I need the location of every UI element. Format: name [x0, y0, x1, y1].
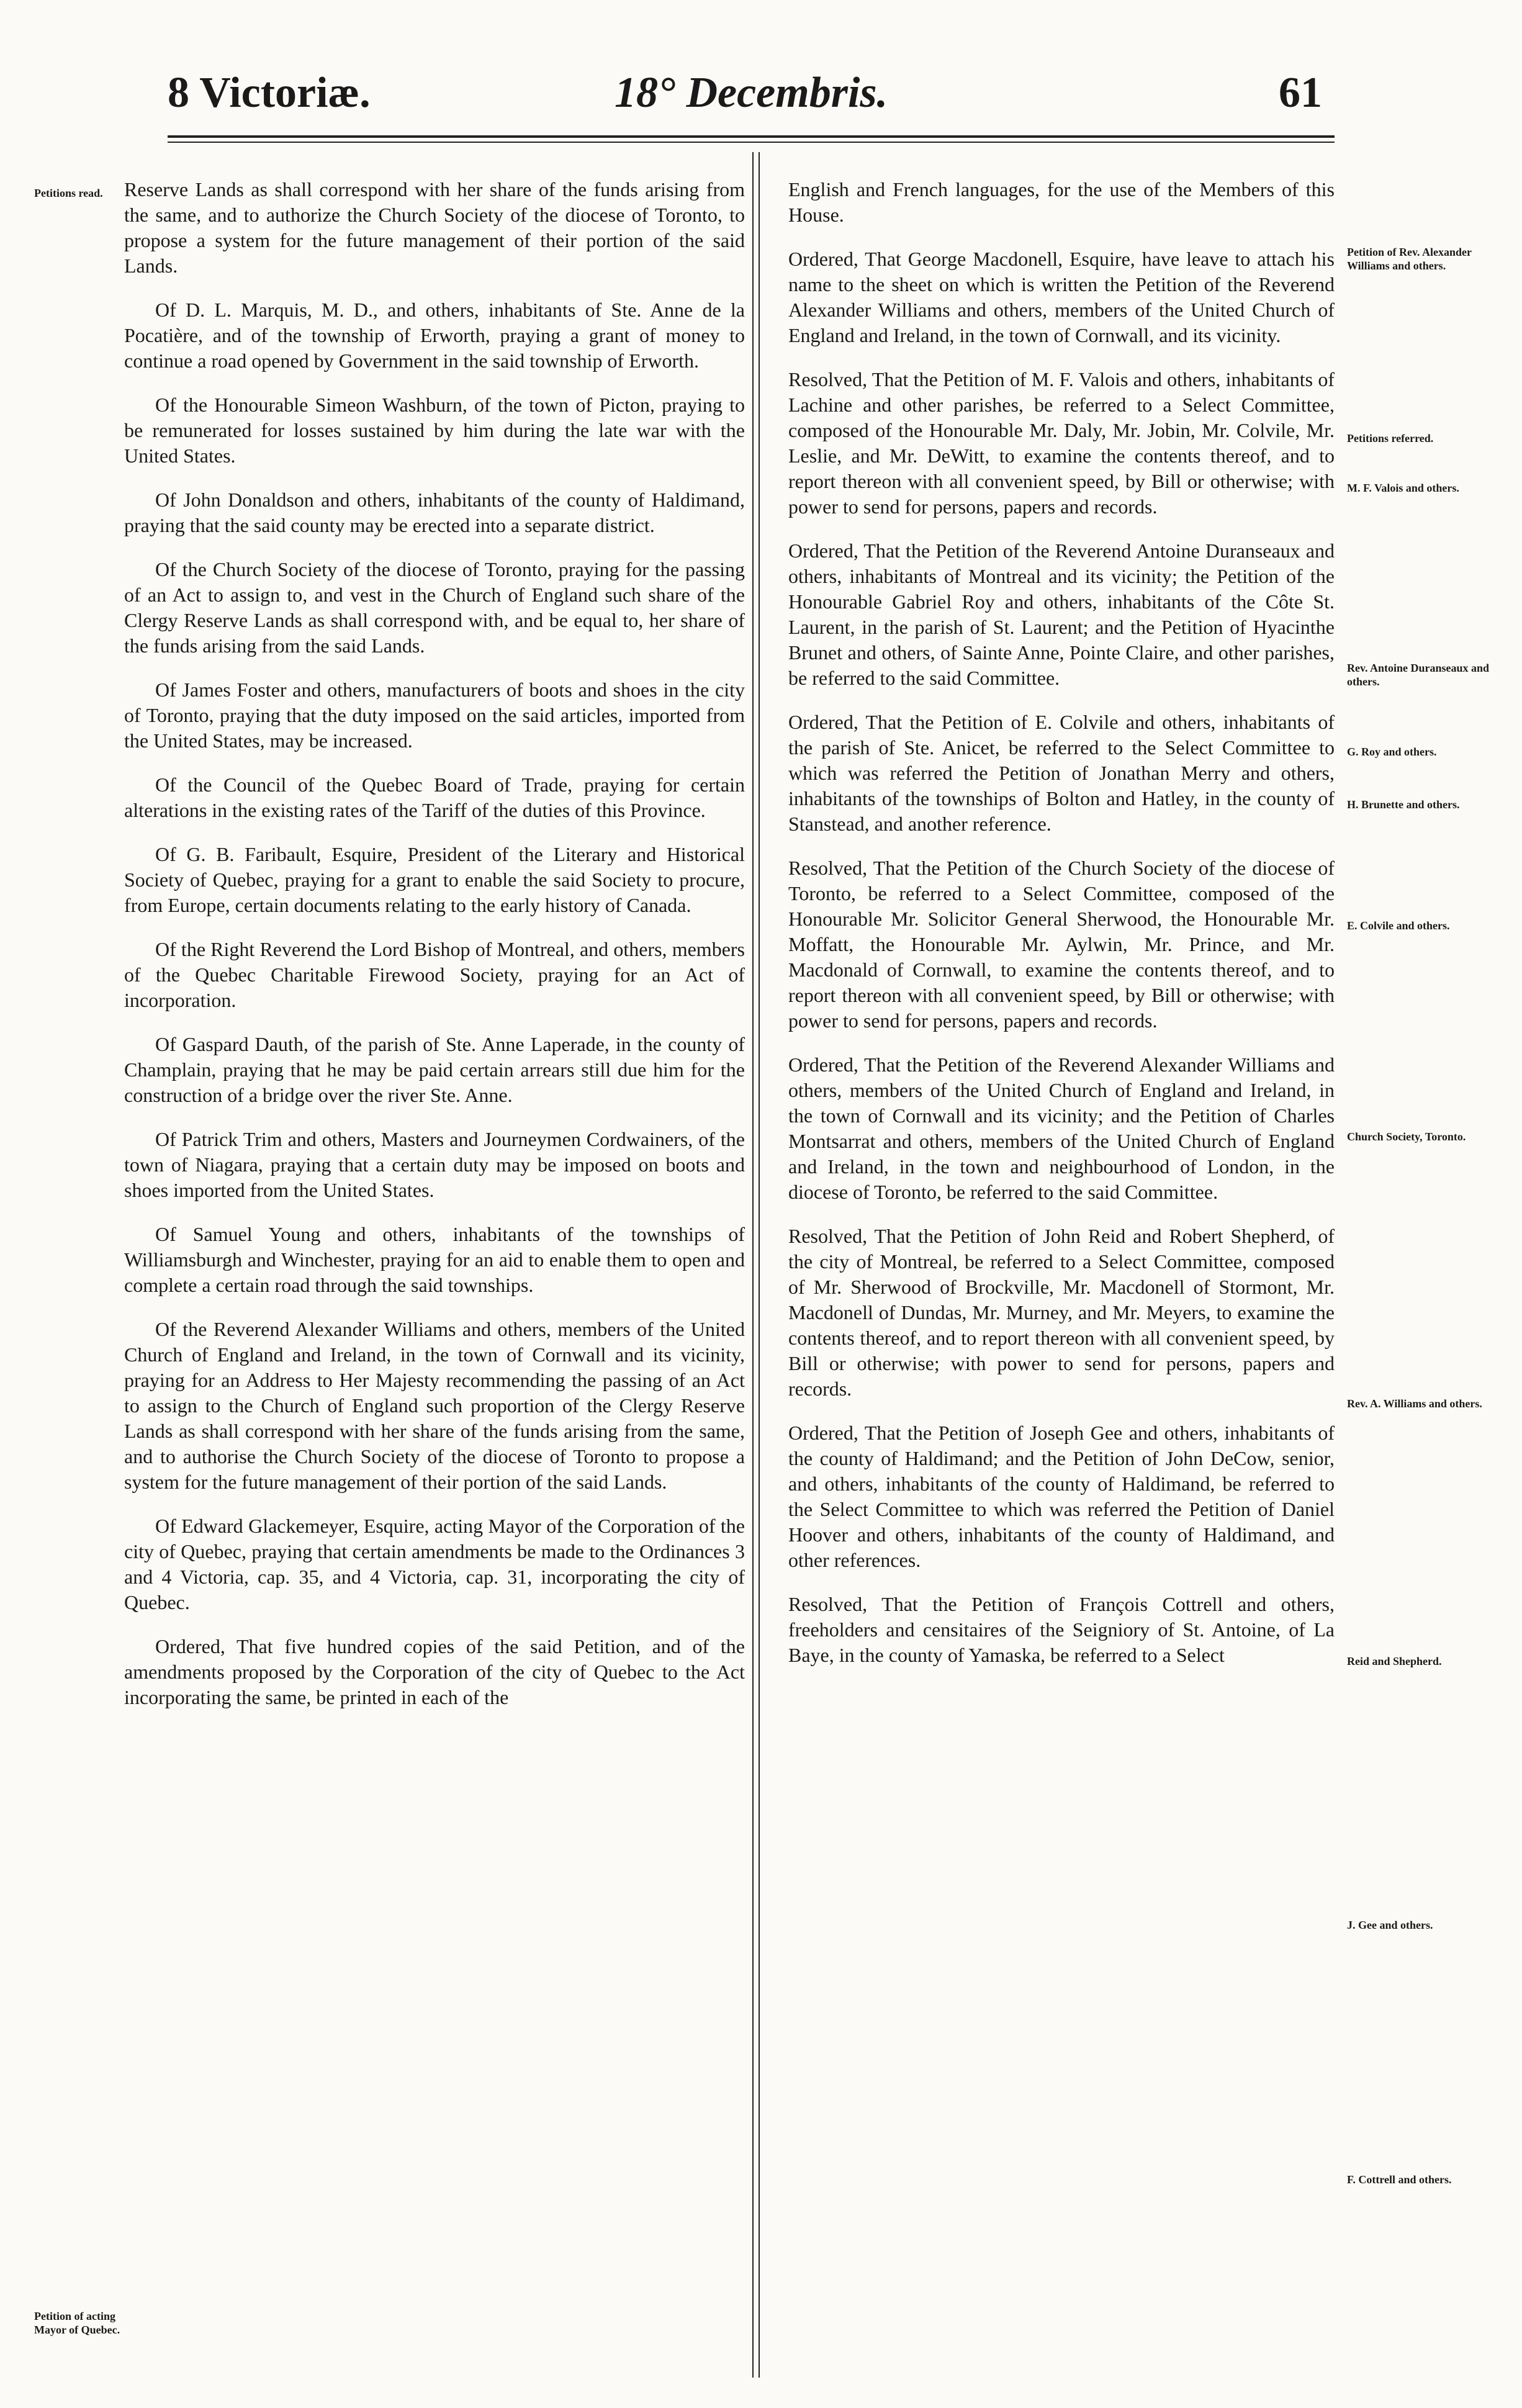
margin-note-right: Petition of Rev. Alexander Williams and others. [1347, 246, 1472, 272]
margin-note-right: J. Gee and others. [1347, 1919, 1433, 1931]
margin-note-right: Petitions referred. [1347, 432, 1434, 444]
paragraph: Of James Foster and others, manufacturers of boots and shoes in the city of Toronto, praying that the duty imposed on the said articles, imported from the United States, may be increased. [124, 679, 745, 752]
margin-note-left: Petition of acting Mayor of Quebec. [34, 2310, 120, 2336]
paragraph: Reserve Lands as shall correspond with her share of the funds arising from the same, and to authorize the Church Society of the diocese of Toronto, to propose a system for the future management of their portion of the said Lands. [124, 178, 745, 277]
paragraph: Ordered, That the Petition of Joseph Gee and others, inhabitants of the county of Haldimand; and the Petition of John DeCow, senior, and others, inhabitants of the county of Haldimand, be referred to the Select Committee to which was referred the Petition of Daniel Hoover and others, inhabitants of the county of Haldimand, and other references. [788, 1422, 1335, 1571]
paragraph: Of the Council of the Quebec Board of Trade, praying for certain alterations in the existing rates of the Tariff of the duties of this Province. [124, 773, 745, 821]
page-number: 61 [1279, 69, 1322, 117]
paragraph: Of the Reverend Alexander Williams and others, members of the United Church of England and Ireland, in the town of Cornwall and its vicinity, praying for an Address to Her Majesty recommending the passing of an Act to assign to the Church of England such proportion of the Clergy Reserve Lands as shall correspond with her share of the funds arising from the same, and to authorise the Church Society of the diocese of Toronto to propose a system for the future management of their portion of the said Lands. [124, 1318, 745, 1493]
regnal-year: 8 Victoriæ. [168, 69, 371, 117]
paragraph: Of Gaspard Dauth, of the parish of Ste. Anne Laperade, in the county of Champlain, praying that he may be paid certain arrears still due him for the construction of a bridge over the river Ste. Anne. [124, 1033, 745, 1106]
page-header [168, 68, 1322, 118]
paragraph: Of the Right Reverend the Lord Bishop of Montreal, and others, members of the Quebec Charitable Firewood Society, praying for an Act of incorporation. [124, 938, 745, 1011]
header-rule-thick [168, 135, 1335, 138]
paragraph: English and French languages, for the use of the Members of this House. [788, 178, 1335, 226]
paragraph: Ordered, That the Petition of the Reverend Alexander Williams and others, members of the United Church of England and Ireland, in the town of Cornwall and its vicinity; and the Petition of Charles Montsarrat and others, members of the United Church of England and Ireland, in the town and neighbourhood of London, in the diocese of Toronto, be referred to the said Committee. [788, 1053, 1335, 1203]
paragraph: Of the Honourable Simeon Washburn, of the town of Picton, praying to be remunerated for losses sustained by him during the late war with the United States. [124, 394, 745, 467]
paragraph: Of G. B. Faribault, Esquire, President of the Literary and Historical Society of Quebec, praying for a grant to enable the said Society to procure, from Europe, certain documents relating to the early history of Canada. [124, 843, 745, 916]
margin-note-right: Rev. A. Williams and others. [1347, 1397, 1482, 1410]
paragraph: Resolved, That the Petition of M. F. Valois and others, inhabitants of Lachine and other parishes, be referred to a Select Committee, composed of the Honourable Mr. Daly, Mr. Jobin, Mr. Colvile, Mr. Leslie, and Mr. DeWitt, to examine the contents thereof, and to report thereon with all convenient speed, by Bill or otherwise; with power to send for persons, papers and records. [788, 368, 1335, 518]
paragraph: Ordered, That George Macdonell, Esquire, have leave to attach his name to the sheet on which is written the Petition of the Reverend Alexander Williams and others, members of the United Church of England and Ireland, in the town of Cornwall, and its vicinity. [788, 248, 1335, 346]
margin-note-right: G. Roy and others. [1347, 746, 1437, 758]
left-column [124, 177, 745, 1729]
paragraph: Resolved, That the Petition of François Cottrell and others, freeholders and censitaires of the Seigniory of St. Antoine, of La Baye, in the county of Yamaska, be referred to a Select [788, 1593, 1335, 1666]
date-heading: 18° Decembris. [615, 69, 888, 117]
right-column [788, 177, 1335, 1687]
paragraph: Resolved, That the Petition of John Reid and Robert Shepherd, of the city of Montreal, be referred to a Select Committee, composed of Mr. Sherwood of Brockville, Mr. Macdonell of Stormont, Mr. Macdonell of Dundas, Mr. Murney, and Mr. Meyers, to examine the contents thereof, and to report thereon with all convenient speed, by Bill or otherwise; with power to send for persons, papers and records. [788, 1225, 1335, 1400]
margin-note-right: Reid and Shepherd. [1347, 1655, 1442, 1667]
paragraph: Ordered, That the Petition of E. Colvile and others, inhabitants of the parish of Ste. Anicet, be referred to the Select Committee to which was referred the Petition of Jonathan Merry and others, inhabitants of the townships of Bolton and Hatley, in the county of Stanstead, and another reference. [788, 711, 1335, 835]
margin-note-right: Rev. Antoine Duranseaux and others. [1347, 662, 1490, 688]
paragraph: Of Samuel Young and others, inhabitants of the townships of Williamsburgh and Winchester, praying for an aid to enable them to open and complete a certain road through the said townships. [124, 1223, 745, 1296]
paragraph: Of Patrick Trim and others, Masters and Journeymen Cordwainers, of the town of Niagara, praying that a certain duty may be imposed on boots and shoes imported from the United States. [124, 1128, 745, 1201]
paragraph: Of D. L. Marquis, M. D., and others, inhabitants of Ste. Anne de la Pocatière, and of the township of Erworth, praying a grant of money to continue a road opened by Government in the said township of Erworth. [124, 299, 745, 372]
margin-note-right: M. F. Valois and others. [1347, 482, 1459, 494]
header-rule-thin [168, 142, 1335, 143]
paragraph: Ordered, That the Petition of the Reverend Antoine Duranseaux and others, inhabitants of Montreal and its vicinity; the Petition of the Honourable Gabriel Roy and others, inhabitants of the Côte St. Laurent, in the parish of St. Laurent; and the Petition of Hyacinthe Brunet and others, of Sainte Anne, Pointe Claire, and other parishes, be referred to the said Committee. [788, 539, 1335, 689]
margin-note-right: H. Brunette and others. [1347, 798, 1460, 811]
column-divider [752, 152, 760, 2378]
paragraph: Ordered, That five hundred copies of the said Petition, and of the amendments proposed by the Corporation of the city of Quebec to the Act incorporating the same, be printed in each of the [124, 1635, 745, 1708]
paragraph: Of Edward Glackemeyer, Esquire, acting Mayor of the Corporation of the city of Quebec, praying that certain amendments be made to the Ordinances 3 and 4 Victoria, cap. 35, and 4 Victoria, cap. 31, incorporating the city of Quebec. [124, 1515, 745, 1613]
margin-note-right: E. Colvile and others. [1347, 919, 1450, 932]
margin-note-right: F. Cottrell and others. [1347, 2173, 1452, 2186]
paragraph: Resolved, That the Petition of the Church Society of the diocese of Toronto, be referred to a Select Committee, composed of the Honourable Mr. Solicitor General Sherwood, the Honourable Mr. Moffatt, the Honourable Mr. Aylwin, Mr. Prince, and Mr. Macdonald of Cornwall, to examine the contents thereof, and to report thereon with all convenient speed, by Bill or otherwise; with power to send for persons, papers and records. [788, 857, 1335, 1032]
margin-note-right: Church Society, Toronto. [1347, 1130, 1466, 1143]
paragraph: Of the Church Society of the diocese of Toronto, praying for the passing of an Act to assign to, and vest in the Church of England such share of the Clergy Reserve Lands as shall correspond with, and be equal to, her share of the funds arising from the said Lands. [124, 558, 745, 657]
margin-note-left: Petitions read. [34, 187, 103, 199]
paragraph: Of John Donaldson and others, inhabitants of the county of Haldimand, praying that the said county may be erected into a separate district. [124, 489, 745, 536]
